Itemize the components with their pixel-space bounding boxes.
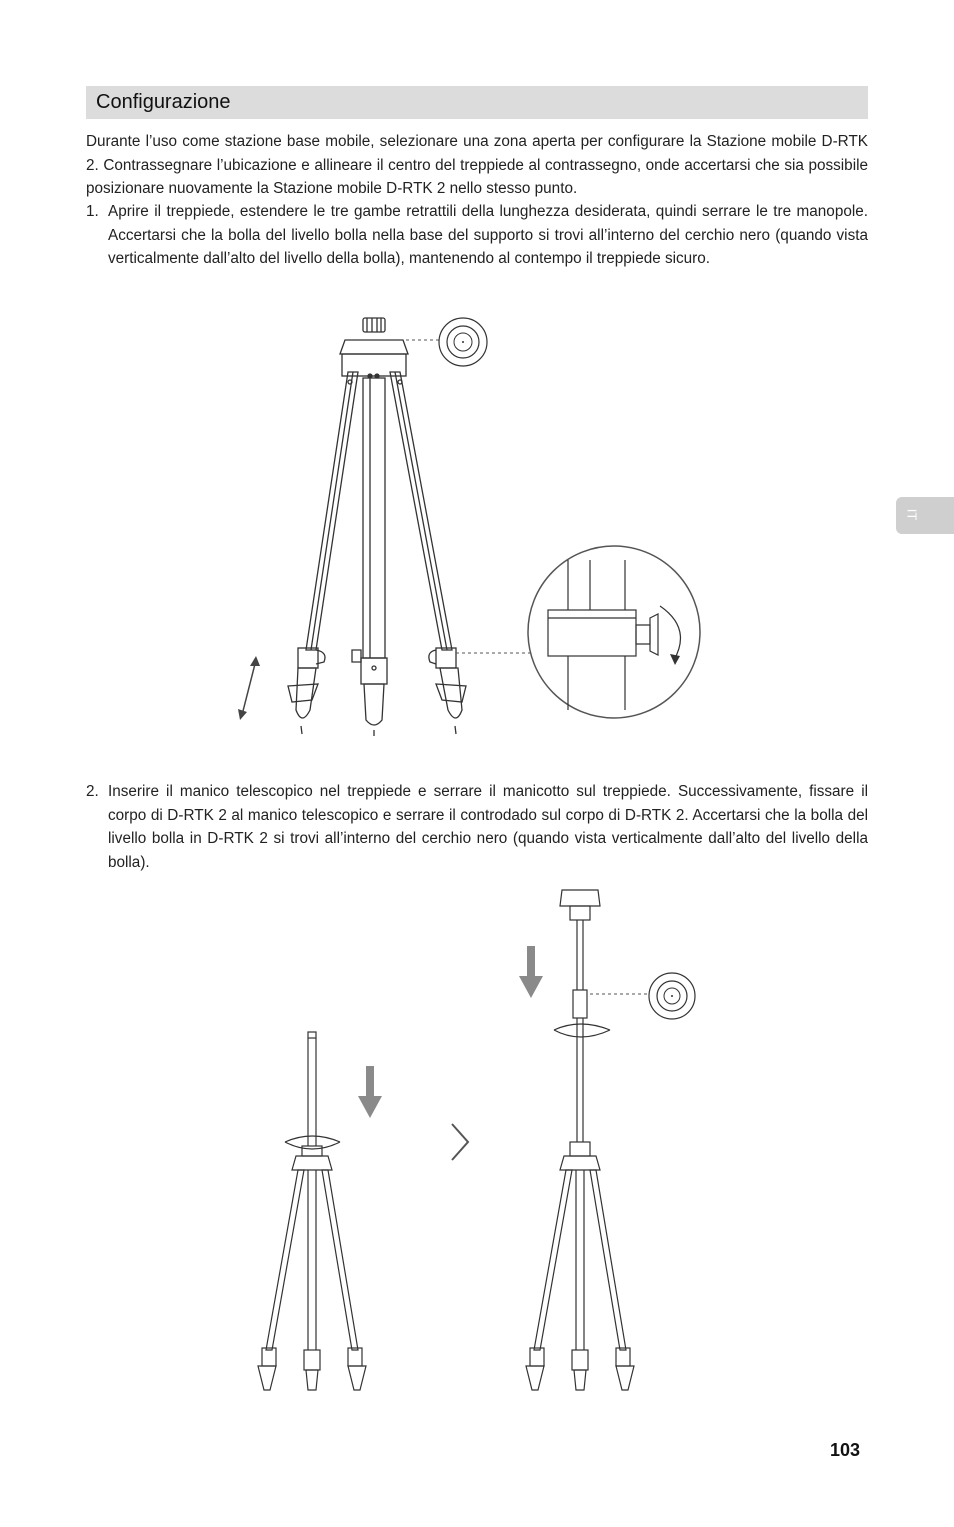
- step-1-text: Aprire il treppiede, estendere le tre gambe retrattili della lunghezza desiderata, quindi serrare le tre manopole. Accertarsi che la bolla del livello bolla nella base del supporto si trovi all’interno del cerchio nero (quando vista verticalmente dall’alto del livello della bolla), mantenendo al contempo il treppiede sicuro.: [108, 203, 868, 268]
- intro-paragraph: Durante l’uso come stazione base mobile, selezionare una zona aperta per configurare la Stazione mobile D-RTK 2. Contrassegnare l’ubicazione e allineare il centro del treppiede al contrassegno, onde accertarsi che sia possibile posizionare nuovamente la Stazione mobile D-RTK 2 nello stesso punto.: [86, 133, 868, 198]
- step-2-number: 2.: [86, 783, 99, 800]
- step-2: [86, 780, 868, 874]
- language-tab: [896, 497, 954, 534]
- tripod-illustration-1: [230, 310, 710, 740]
- page-number: 103: [830, 1440, 861, 1460]
- language-tab-label: IT: [904, 508, 920, 521]
- step-1: [86, 200, 868, 271]
- tripod-illustration-2: [250, 880, 710, 1400]
- step-2-text: Inserire il manico telescopico nel treppiede e serrare il manicotto sul treppiede. Successivamente, fissare il corpo di D-RTK 2 al manico telescopico e serrare il controdado sul corpo di D-RTK 2. Accertarsi che la bolla del livello bolla in D-RTK 2 si trovi all’interno del cerchio nero (quando vista verticalmente dall’alto del livello della bolla).: [108, 783, 868, 871]
- section-header: [86, 86, 868, 119]
- section-title: Configurazione: [96, 91, 231, 113]
- step-1-number: 1.: [86, 203, 99, 220]
